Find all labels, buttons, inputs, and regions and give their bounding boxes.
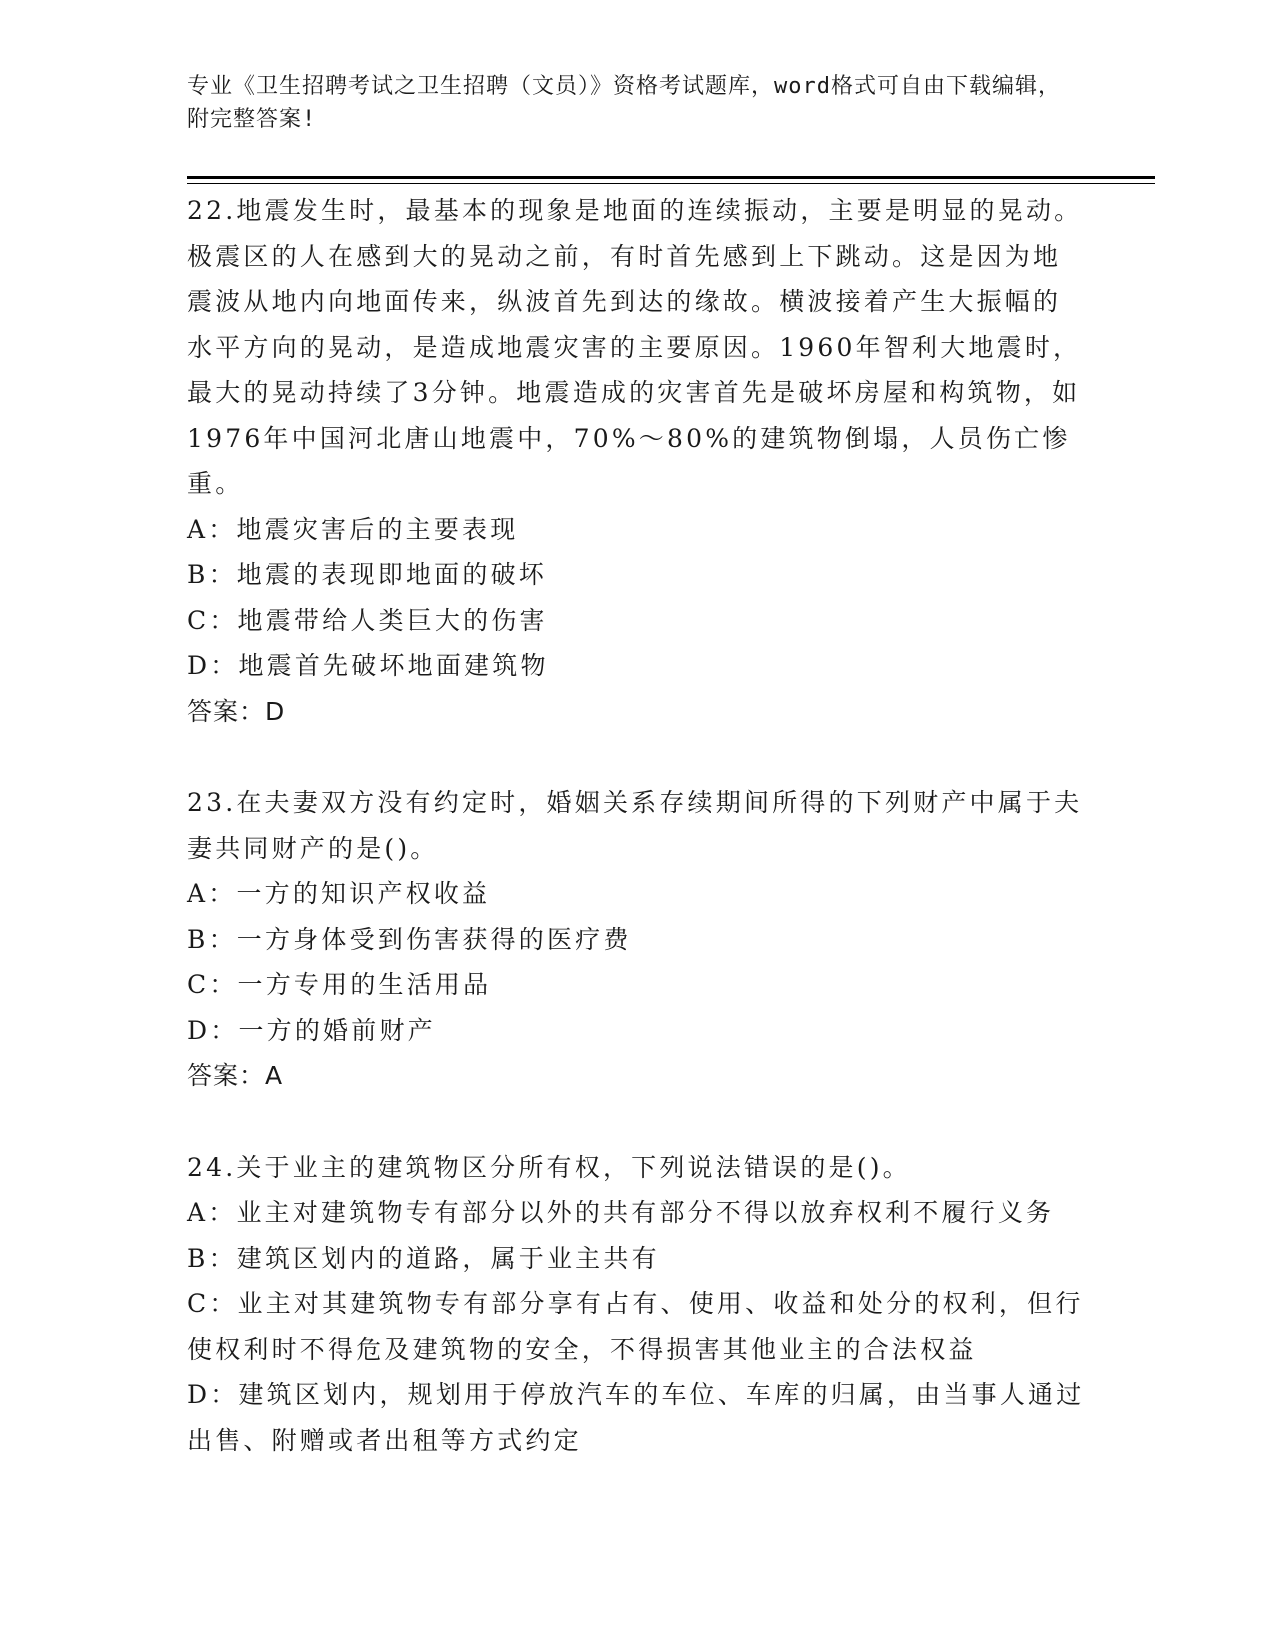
option-c: C：一方专用的生活用品 [187, 970, 492, 999]
question-list [187, 188, 1087, 1463]
question-stem: 22.地震发生时，最基本的现象是地面的连续振动，主要是明显的晃动。极震区的人在感到大的晃动之前，有时首先感到上下跳动。这是因为地震波从地内向地面传来，纵波首先到达的缘故。横波接着产生大振幅的水平方向的晃动，是造成地震灾害的主要原因。1960年智利大地震时，最大的晃动持续了3分钟。地震造成的灾害首先是破坏房屋和构筑物，如1976年中国河北唐山地震中，70%～80%的建筑物倒塌，人员伤亡惨重。 [187, 196, 1083, 498]
header-rule-thick [187, 176, 1155, 179]
question-22 [187, 188, 1087, 734]
question-stem: 23.在夫妻双方没有约定时，婚姻关系存续期间所得的下列财产中属于夫妻共同财产的是()。 [187, 788, 1083, 863]
option-b: B：地震的表现即地面的破坏 [187, 560, 547, 589]
answer-line: 答案：D [187, 696, 286, 726]
option-a: A：一方的知识产权收益 [187, 879, 491, 908]
question-stem: 24.关于业主的建筑物区分所有权，下列说法错误的是()。 [187, 1152, 911, 1182]
option-a: A：地震灾害后的主要表现 [187, 514, 519, 544]
question-spacer [187, 734, 1087, 780]
option-d: D：一方的婚前财产 [187, 1015, 436, 1045]
answer-line: 答案：A [187, 1061, 284, 1090]
option-a: A：业主对建筑物专有部分以外的共有部分不得以放弃权利不履行义务 [187, 1198, 1055, 1227]
option-d: D：地震首先破坏地面建筑物 [187, 651, 549, 680]
option-b: B：建筑区划内的道路，属于业主共有 [187, 1243, 660, 1273]
option-b: B：一方身体受到伤害获得的医疗费 [187, 924, 632, 954]
question-spacer [187, 1099, 1087, 1145]
option-c: C：业主对其建筑物专有部分享有占有、使用、收益和处分的权利，但行使权利时不得危及建筑物的安全，不得损害其他业主的合法权益 [187, 1289, 1084, 1364]
document-header: 专业《卫生招聘考试之卫生招聘（文员）》资格考试题库，word格式可自由下载编辑，附完整答案! [187, 74, 1061, 132]
option-c: C：地震带给人类巨大的伤害 [187, 605, 548, 635]
question-23 [187, 780, 1087, 1099]
header-rule-thin [187, 183, 1155, 184]
option-d: D：建筑区划内，规划用于停放汽车的车位、车库的归属，由当事人通过出售、附赠或者出租等方式约定 [187, 1380, 1085, 1455]
question-24 [187, 1145, 1087, 1464]
